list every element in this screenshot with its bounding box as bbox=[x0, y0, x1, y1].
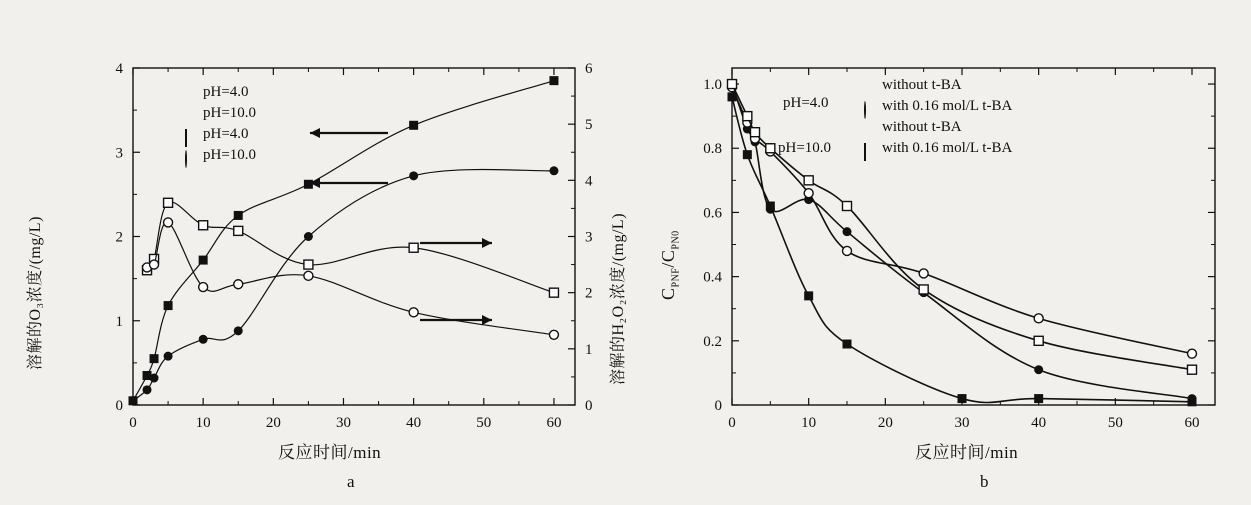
series-line bbox=[732, 87, 1192, 353]
data-point bbox=[1188, 397, 1197, 406]
svg-text:0: 0 bbox=[115, 398, 123, 414]
series-line bbox=[133, 81, 554, 401]
data-point bbox=[804, 291, 813, 300]
svg-text:30: 30 bbox=[954, 415, 970, 431]
data-point bbox=[1188, 349, 1197, 358]
svg-text:60: 60 bbox=[1184, 415, 1200, 431]
data-point bbox=[164, 218, 173, 227]
svg-text:0: 0 bbox=[585, 398, 593, 414]
svg-text:40: 40 bbox=[1031, 415, 1047, 431]
data-point bbox=[766, 202, 775, 211]
data-point bbox=[549, 76, 558, 85]
panel-a-ylabel-right: 溶解的H₂O₂浓度/(mg/L) bbox=[610, 212, 627, 385]
svg-text:50: 50 bbox=[476, 415, 492, 431]
svg-text:0.6: 0.6 bbox=[703, 205, 722, 222]
data-point bbox=[164, 352, 173, 361]
svg-text:20: 20 bbox=[265, 415, 281, 431]
panel-b-ylabel: $C_{PNF}/C_{PN0}$ bbox=[658, 230, 682, 300]
svg-text:3: 3 bbox=[585, 229, 593, 246]
data-point bbox=[234, 326, 243, 335]
svg-text:10: 10 bbox=[195, 415, 211, 431]
data-point bbox=[728, 80, 737, 89]
series-line bbox=[133, 169, 554, 400]
panel-b bbox=[640, 0, 1251, 505]
data-point bbox=[164, 301, 173, 310]
data-point bbox=[129, 396, 138, 405]
data-point bbox=[958, 394, 967, 403]
data-point bbox=[766, 144, 775, 153]
data-point bbox=[549, 166, 558, 175]
data-point bbox=[804, 189, 813, 198]
svg-text:0: 0 bbox=[129, 415, 137, 431]
legend-label: pH=10.0 bbox=[203, 147, 257, 163]
svg-text:30: 30 bbox=[335, 415, 351, 431]
data-point bbox=[549, 330, 558, 339]
legend-label: with 0.16 mol/L t-BA bbox=[882, 98, 1013, 114]
legend-label: pH=4.0 bbox=[203, 84, 249, 100]
data-point bbox=[804, 176, 813, 185]
svg-text:0.4: 0.4 bbox=[703, 269, 722, 286]
data-point bbox=[409, 308, 418, 317]
panel-b-group-label-ph10: pH=10.0 bbox=[778, 140, 832, 156]
legend-label: without t-BA bbox=[882, 77, 962, 93]
data-point bbox=[1034, 394, 1043, 403]
data-point bbox=[304, 180, 313, 189]
svg-text:1: 1 bbox=[585, 341, 593, 358]
data-point bbox=[150, 374, 159, 383]
svg-text:60: 60 bbox=[546, 415, 562, 431]
svg-text:5: 5 bbox=[585, 117, 593, 134]
data-point bbox=[150, 354, 159, 363]
data-point bbox=[304, 260, 313, 269]
data-point bbox=[143, 385, 152, 394]
svg-text:0: 0 bbox=[714, 398, 722, 414]
legend-label: without t-BA bbox=[882, 119, 962, 135]
svg-text:10: 10 bbox=[801, 415, 817, 431]
data-point bbox=[304, 271, 313, 280]
svg-text:3: 3 bbox=[115, 145, 123, 162]
data-point bbox=[549, 288, 558, 297]
data-point bbox=[1034, 336, 1043, 345]
data-point bbox=[743, 150, 752, 159]
panel-b-plot bbox=[640, 0, 1251, 505]
data-point bbox=[409, 121, 418, 130]
data-point bbox=[743, 112, 752, 121]
plot-frame bbox=[732, 68, 1215, 405]
data-point bbox=[751, 128, 760, 137]
series-line bbox=[732, 97, 1192, 403]
arrow-icon bbox=[482, 315, 492, 325]
svg-text:0: 0 bbox=[728, 415, 736, 431]
data-point bbox=[1188, 365, 1197, 374]
svg-text:20: 20 bbox=[877, 415, 893, 431]
data-point bbox=[1034, 314, 1043, 323]
legend-label: with 0.16 mol/L t-BA bbox=[882, 140, 1013, 156]
data-point bbox=[843, 227, 852, 236]
series-line bbox=[732, 84, 1192, 399]
series-line bbox=[147, 222, 554, 335]
data-point bbox=[1034, 365, 1043, 374]
svg-text:4: 4 bbox=[115, 61, 123, 77]
data-point bbox=[199, 335, 208, 344]
svg-text:1: 1 bbox=[115, 313, 123, 330]
data-point bbox=[919, 285, 928, 294]
data-point bbox=[304, 232, 313, 241]
panel-a-letter: a bbox=[347, 472, 355, 491]
svg-text:2: 2 bbox=[115, 229, 123, 246]
data-point bbox=[728, 92, 737, 101]
panel-b-xlabel: 反应时间/min bbox=[915, 443, 1019, 462]
data-point bbox=[234, 211, 243, 220]
svg-text:6: 6 bbox=[585, 61, 593, 77]
legend-label: pH=10.0 bbox=[203, 105, 257, 121]
data-point bbox=[919, 269, 928, 278]
arrow-icon bbox=[310, 128, 320, 138]
data-point bbox=[199, 256, 208, 265]
data-point bbox=[234, 226, 243, 235]
svg-text:1.0: 1.0 bbox=[703, 77, 722, 94]
data-point bbox=[409, 171, 418, 180]
data-point bbox=[843, 340, 852, 349]
series-line bbox=[732, 84, 1192, 370]
data-point bbox=[843, 246, 852, 255]
panel-a-xlabel: 反应时间/min bbox=[278, 443, 382, 462]
panel-b-letter: b bbox=[980, 472, 989, 491]
svg-text:0.2: 0.2 bbox=[703, 333, 722, 350]
data-point bbox=[409, 243, 418, 252]
data-point bbox=[150, 260, 159, 269]
svg-text:50: 50 bbox=[1107, 415, 1123, 431]
data-point bbox=[234, 280, 243, 289]
data-point bbox=[843, 202, 852, 211]
svg-text:2: 2 bbox=[585, 285, 593, 302]
series-line bbox=[147, 202, 554, 293]
svg-text:0.8: 0.8 bbox=[703, 141, 722, 158]
plot-frame bbox=[133, 68, 575, 405]
svg-text:40: 40 bbox=[406, 415, 422, 431]
legend-label: pH=4.0 bbox=[203, 126, 249, 142]
data-point bbox=[199, 221, 208, 230]
svg-text:4: 4 bbox=[585, 173, 593, 190]
arrow-icon bbox=[482, 238, 492, 248]
panel-b-group-label-ph4: pH=4.0 bbox=[783, 95, 829, 111]
panel-a-ylabel-left: 溶解的O₃浓度/(mg/L) bbox=[27, 216, 44, 370]
data-point bbox=[199, 283, 208, 292]
data-point bbox=[164, 198, 173, 207]
